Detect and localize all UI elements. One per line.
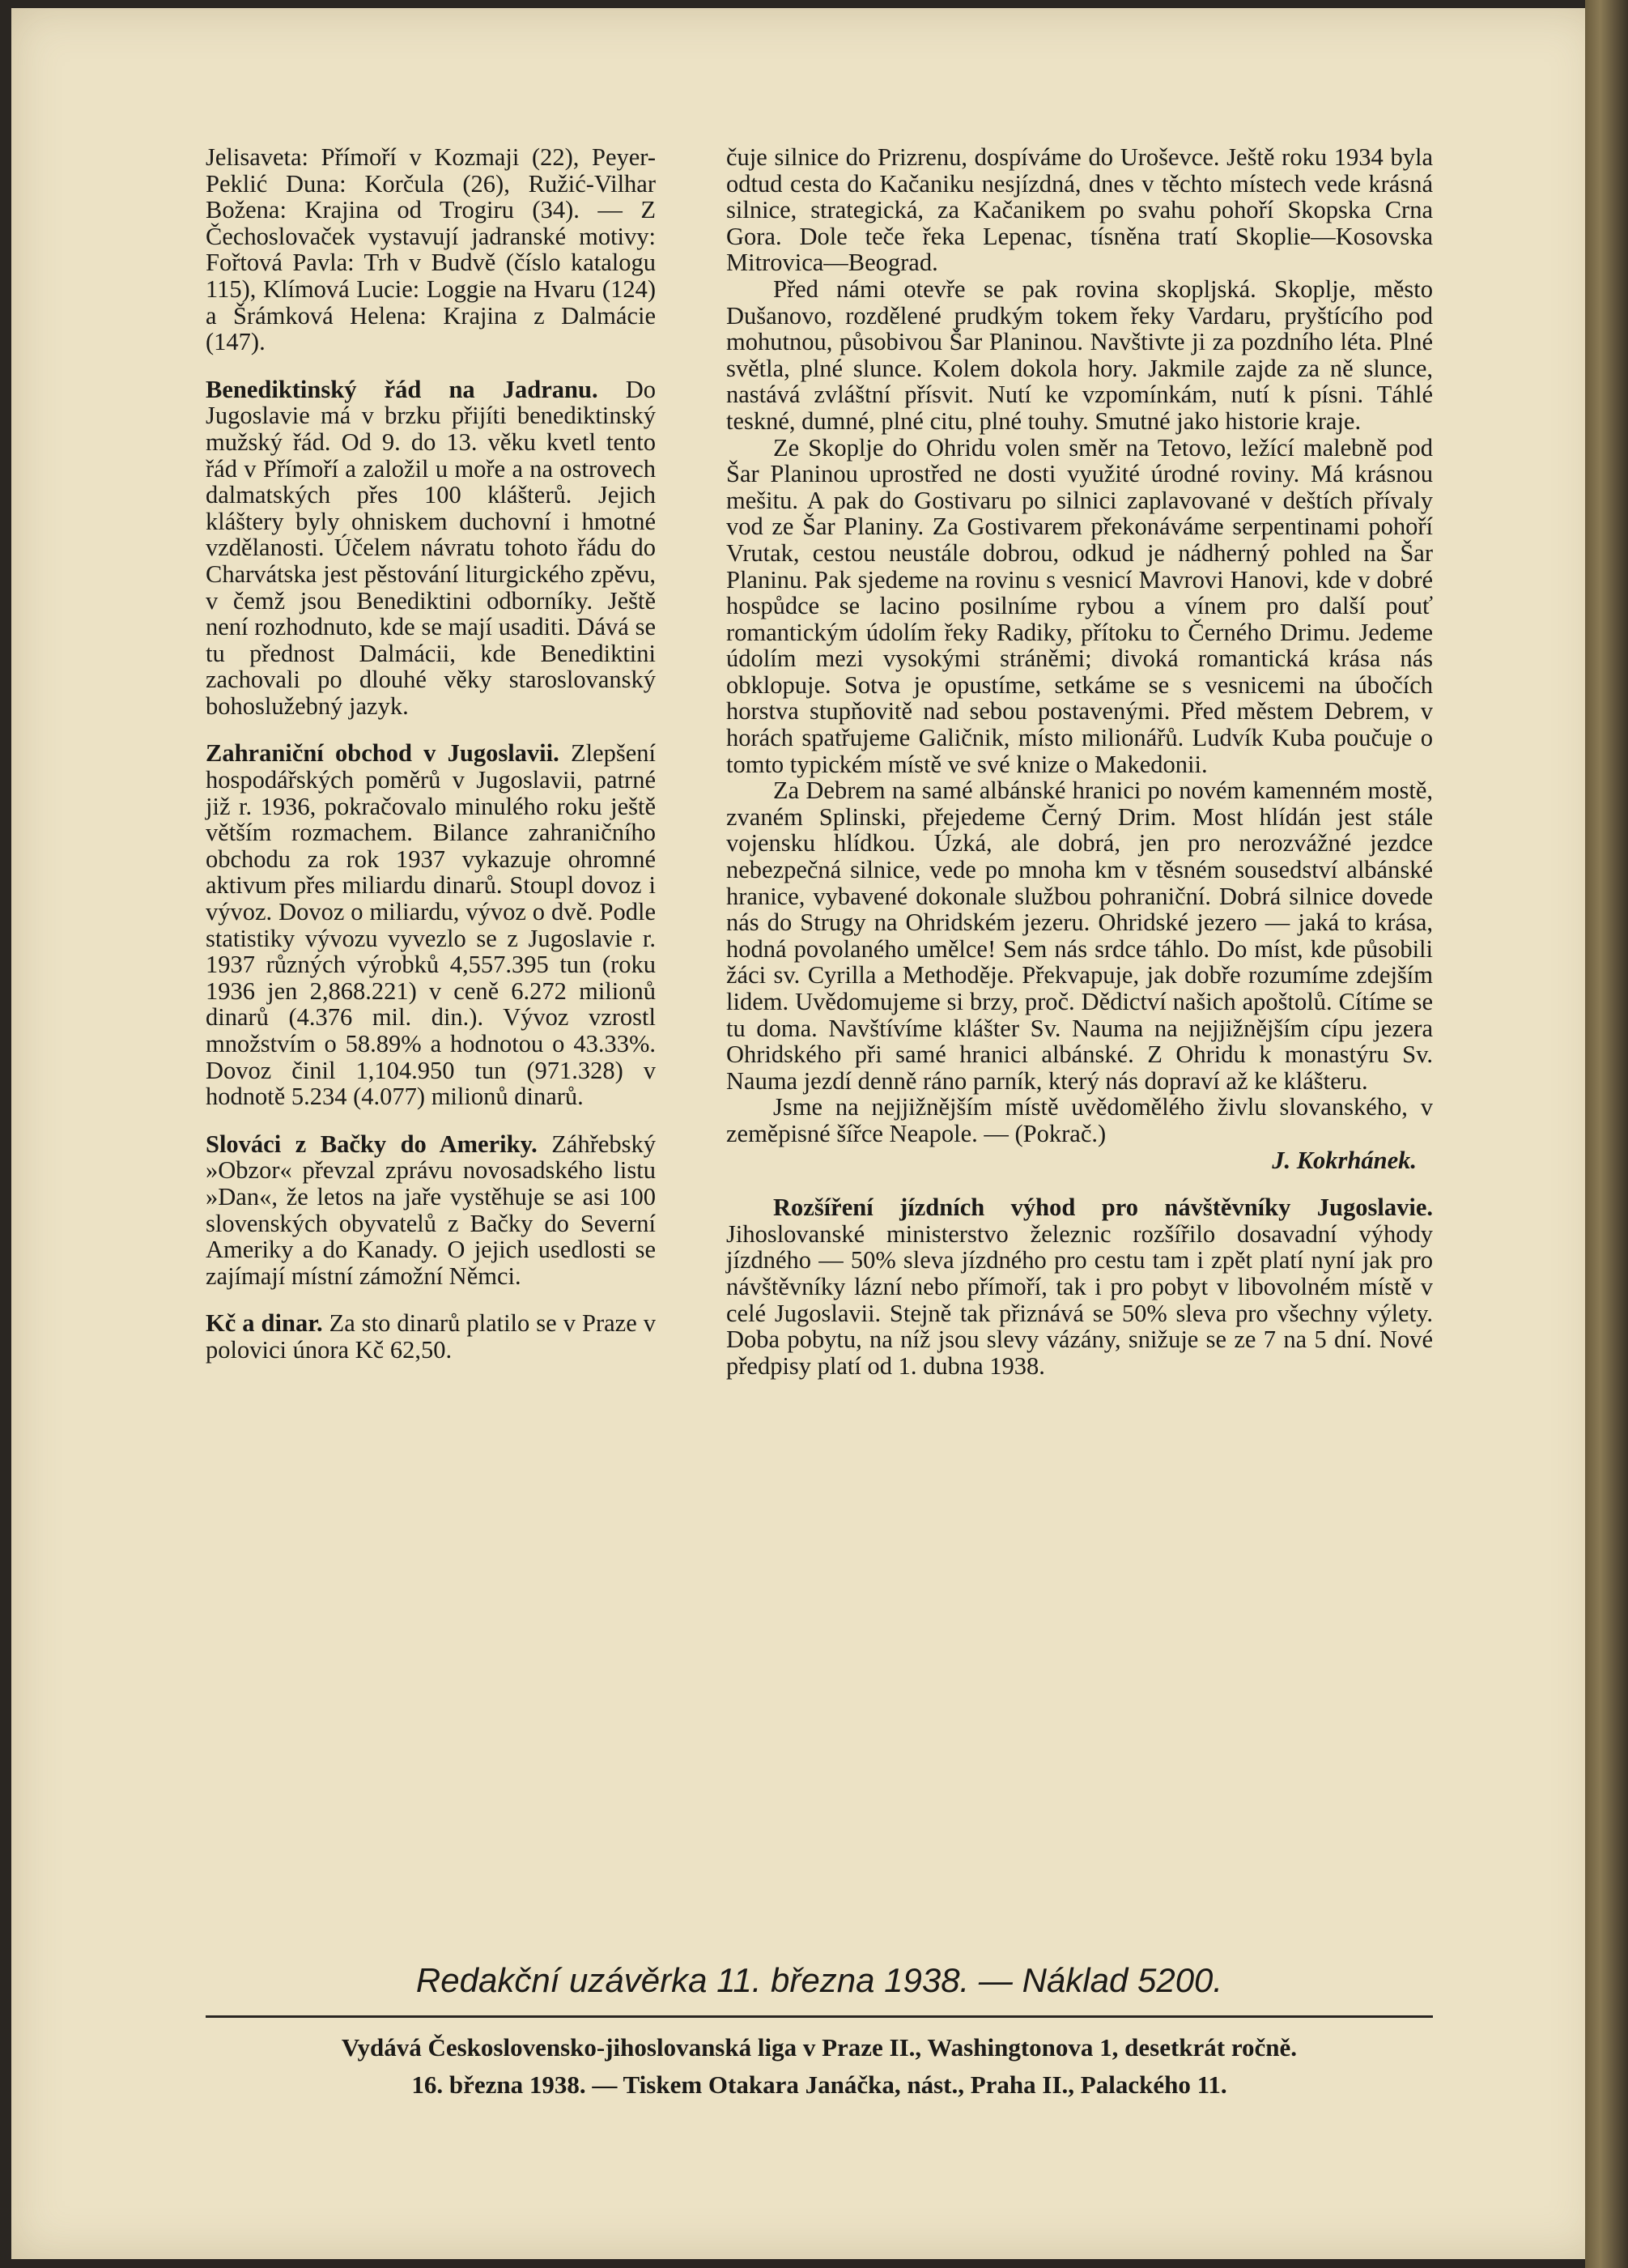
article-body: Zlepšení hospodářských poměrů v Jugoslavii, patrné již r. 1936, pokračovalo minulého roku ještě větším rozmachem. Bilance zahraničního obchodu za rok 1937 vykazuje ohromné aktivum přes miliardu dinarů. Stoupl dovoz i vývoz. Dovoz o miliardu, vývoz o dvě. Podle statistiky vývozu vyvezlo se z Jugoslavie r. 1937 různých výrobků 4,557.395 tun (roku 1936 jen 2,868.221) v ceně 6.272 milionů dinarů (4.376 mil. din.). Vývoz vzrostl množstvím o 58.89% a hodnotou o 43.33%. Dovoz činil 1,104.950 tun (971.328) v hodnotě 5.234 (4.077) milionů dinarů. [206,739,657,1111]
travel-paragraph: Za Debrem na samé albánské hranici po novém kamenném mostě, zvaném Splinski, přejedeme Černý Drim. Most hlídán jest stále vojensku hlídkou. Úzká, ale dobrá, jen pro nerozvážné jezdce nebezpečná silnice, vede po mnoha km v těsném sousedství albánské hranice, vybavené dokonale službou pohraniční. Dobrá silnice dovede nás do Strugy na Ohridském jezeru. Ohridské jezero — jaká to krása, hodná povolaného umělce! Sem nás srdce táhlo. Do míst, kde působili žáci sv. Cyrilla a Methoděje. Překvapuje, jak dobře rozumíme zdejším lidem. Uvědomujeme si brzy, proč. Dědictví našich apoštolů. Cítíme se tu doma. Navštívíme klášter Sv. Nauma na nejjižnějším cípu jezera Ohridského při samé hranici albánské. Z Ohridu k monastýru Sv. Nauma jezdí denně ráno parník, který nás dopraví až ke klášteru. [726,777,1433,1095]
travel-paragraph: čuje silnice do Prizrenu, dospíváme do Uroševce. Ještě roku 1934 byla odtud cesta do Kačaniku nesjízdná, dnes v těchto místech vede krásná silnice, strategická, za Kačanikem po svahu pohoří Skopska Crna Gora. Dole teče řeka Lepenac, tísněna tratí Skoplie—Kosovska Mitrovica—Beograd. [726,143,1433,277]
article-body: Za sto dinarů platilo se v Praze v polovici února Kč 62,50. [206,1309,657,1364]
article-benediktinsky-rad [206,377,656,720]
printer-line: 16. března 1938. — Tiskem Otakara Janáčka, nást., Praha II., Palackého 11. [411,2070,1227,2099]
article-slovaci-z-backy [206,1131,656,1290]
publisher-line: Vydává Československo-jihoslovanská liga v Praze II., Washingtonova 1, desetkrát ročně. [341,2033,1298,2062]
travel-paragraph: Jsme na nejjižnějším místě uvědomělého živlu slovanského, v zeměpisné šířce Neapole. — (Pokrač.) [726,1093,1433,1147]
article-zahranicni-obchod [206,740,656,1109]
publisher-imprint [206,2029,1433,2104]
article-kc-a-dinar [206,1310,656,1363]
article-jizdni-vyhody [726,1194,1433,1379]
left-column [206,144,656,1364]
article-body: Jihoslovanské ministerstvo železnic rozšířilo dosavadní výhody jízdného — 50% sleva jízdného pro cestu tam i zpět platí nyní jak pro návštěvníky lázní nebo přímoří, tak i pro pobyt v libovolném místě v celé Jugoslavii. Stejně tak přiznává se 50% sleva pro všechny výlety. Doba pobytu, na níž jsou slevy vázány, snižuje se ze 7 na 5 dní. Nové předpisy platí od 1. dubna 1938. [726,1219,1433,1380]
article-heading: Slováci z Bačky do Ameriky. [206,1130,538,1158]
article-body: Do Jugoslavie má v brzku přijíti benediktinský mužský řád. Od 9. do 13. věku kvetl tento řád v Přímoří a založil u moře a na ostrovech dalmatských přes 100 klášterů. Jejich kláštery byly ohniskem duchovní i hmotné vzdělanosti. Účelem návratu tohoto řádu do Charvátska jest pěstování liturgického zpěvu, v čemž jsou Benediktini odborníky. Ještě není rozhodnuto, kde se mají usaditi. Dává se tu přednost Dalmácii, kde Benediktini zachovali po dlouhé věky staroslovanský bohoslužebný jazyk. [206,375,656,720]
travel-paragraph: Ze Skoplje do Ohridu volen směr na Tetovo, ležící malebně pod Šar Planinou uprostřed ne dosti využité úrodné roviny. Má krásnou mešitu. A pak do Gostivaru po silnici zaplavované v deštích přívaly vod ze Šar Planiny. Za Gostivarem překonáváme serpentinami pohoří Vrutak, cestou neustále dobrou, odkud je nádherný pohled na Šar Planinu. Pak sjedeme na rovinu s vesnicí Mavrovi Hanovi, kde v dobré hospůdce se lacino posilníme rybou a vínem pro další pouť romantickým údolím řeky Radiky, přítoku to Černého Drimu. Jedeme údolím mezi vysokými stráněmi; divoká romantická krása nás obklopuje. Sotva je opustíme, setkáme se s vesnicemi na úbočích horstva stupňovitě nad sebou postavenými. Před městem Debrem, v horách spatřujeme Galičnik, místo milionářů. Ludvík Kuba poučuje o tomto typickém místě ve své knize o Makedonii. [726,433,1433,778]
editorial-closing-note: Redakční uzávěrka 11. března 1938. — Náklad 5200. [415,1961,1223,1999]
intro-paragraph: Jelisaveta: Přímoří v Kozmaji (22), Peyer-Peklić Duna: Korčula (26), Ružić-Vilhar Božena: Krajina od Trogiru (34). — Z Čechoslovaček vystavují jadranské motivy: Fořtová Pavla: Trh v Budvě (číslo katalogu 115), Klímová Lucie: Loggie na Hvaru (124) a Šrámková Helena: Krajina z Dalmácie (147). [206,143,656,356]
footer-divider [206,2015,1433,2018]
article-heading: Benediktinský řád na Jadranu. [206,375,598,403]
travel-paragraph: Před námi otevře se pak rovina skopljská. Skoplje, město Dušanovo, rozdělené prudkým tokem řeky Vardaru, pryštícího pod mohutnou, působivou Šar Planinou. Navštivte ji za pozdního léta. Plné světla, plné slunce. Kolem dokola hory. Jakmile zajde za ně slunce, nastává zvláštní přísvit. Nutí ke vzpomínkám, nutí k písni. Táhlé teskné, dumné, plné citu, plné touhy. Smutné jako historie kraje. [726,274,1433,435]
article-heading: Zahraniční obchod v Jugoslavii. [206,739,559,768]
right-column [726,144,1433,1379]
article-body: Záhřebský »Obzor« převzal zprávu novosadského listu »Dan«, že letos na jaře vystěhuje se asi 100 slovenských obyvatelů z Bačky do Severní Ameriky a do Kanady. O jejich usedlosti se zajímají místní zámožní Němci. [206,1130,657,1290]
binding-spine [1585,0,1628,2268]
author-signature: J. Kokrhánek. [1272,1146,1417,1174]
article-heading: Kč a dinar. [206,1309,323,1338]
article-heading: Rozšíření jízdních výhod pro návštěvníky Jugoslavie. [773,1194,1433,1222]
